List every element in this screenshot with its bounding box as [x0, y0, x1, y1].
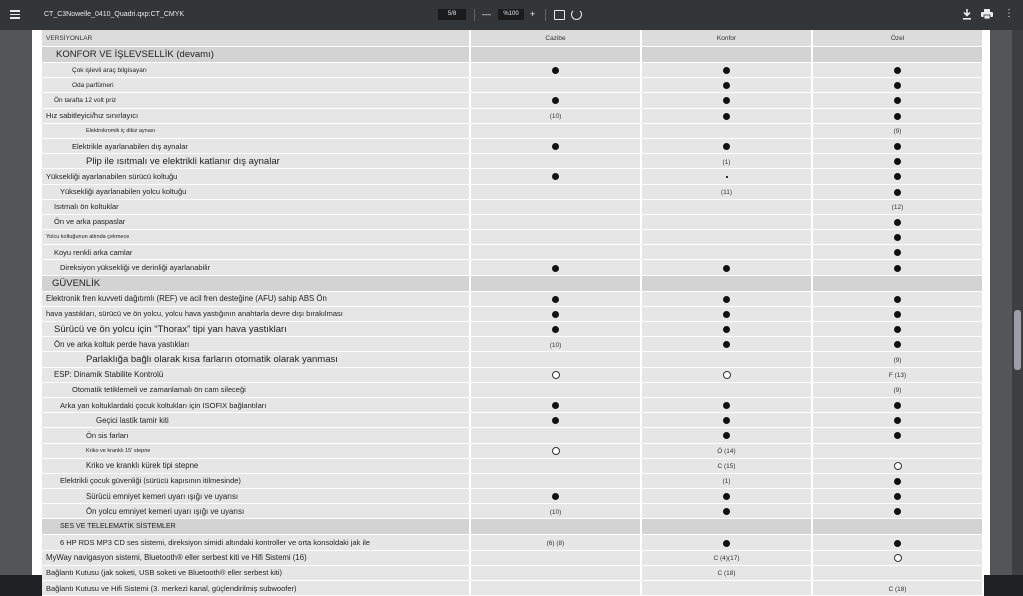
note-text: Ö (14)	[717, 448, 736, 456]
filled-dot-icon	[894, 173, 901, 180]
table-row	[42, 504, 984, 519]
section-header-row	[42, 47, 984, 63]
feature-label: ESP: Dinamik Stabilite Kontrolü	[42, 368, 471, 383]
table-row	[42, 260, 984, 275]
table-row	[42, 428, 984, 443]
section-header-row	[42, 276, 984, 292]
standard-equipment-cell	[813, 474, 984, 489]
feature-label: Kriko ve kranklı 15' stepne	[42, 444, 471, 459]
filled-dot-icon	[723, 417, 730, 424]
table-row	[42, 352, 984, 367]
section-header-cell	[642, 47, 813, 63]
table-row	[42, 292, 984, 307]
standard-equipment-cell	[642, 489, 813, 504]
table-row	[42, 139, 984, 154]
standard-equipment-cell	[642, 78, 813, 93]
feature-label: Elektronik fren kuvveti dağıtımlı (REF) ve acil fren desteğine (AFU) sahip ABS Ön	[42, 292, 471, 307]
more-options-icon[interactable]: ⋮	[1004, 8, 1014, 19]
standard-equipment-cell	[471, 63, 642, 78]
table-row	[42, 581, 984, 596]
equipment-note-cell	[642, 124, 813, 139]
zoom-out-button[interactable]: —	[482, 9, 491, 19]
note-text: (9)	[893, 387, 902, 395]
pdf-toolbar	[0, 0, 1023, 30]
table-row	[42, 185, 984, 200]
equipment-note-cell	[642, 459, 813, 474]
table-row	[42, 459, 984, 474]
filled-dot-icon	[723, 341, 730, 348]
feature-label: hava yastıkları, sürücü ve ön yolcu, yolcu hava yastığının anahtarla devre dışı bırakılması	[42, 307, 471, 322]
standard-equipment-cell	[642, 63, 813, 78]
standard-equipment-cell	[813, 428, 984, 443]
equipment-note-cell	[471, 566, 642, 581]
section-header-cell	[471, 47, 642, 63]
feature-label: Kriko ve kranklı kürek tipi stepne	[42, 459, 471, 474]
standard-equipment-cell	[813, 169, 984, 184]
filled-dot-icon	[894, 82, 901, 89]
note-text: (9)	[893, 356, 902, 364]
standard-equipment-cell	[471, 169, 642, 184]
filled-dot-icon	[894, 508, 901, 515]
table-row	[42, 93, 984, 108]
print-icon[interactable]	[981, 9, 993, 19]
equipment-note-cell	[471, 551, 642, 566]
filled-dot-icon	[894, 189, 901, 196]
table-row	[42, 307, 984, 322]
standard-equipment-cell	[813, 322, 984, 337]
section-header-row	[42, 519, 984, 535]
section-title: GÜVENLİK	[42, 276, 471, 292]
equipment-cell	[642, 169, 813, 184]
small-mark-icon	[726, 176, 728, 178]
standard-equipment-cell	[813, 413, 984, 428]
feature-label: Plip ile ısıtmalı ve elektrikli katlanır dış aynalar	[42, 154, 471, 169]
filled-dot-icon	[894, 97, 901, 104]
column-header: Cazibe	[471, 30, 642, 47]
standard-equipment-cell	[813, 63, 984, 78]
standard-equipment-cell	[471, 139, 642, 154]
standard-equipment-cell	[813, 337, 984, 352]
table-row	[42, 566, 984, 581]
table-row	[42, 322, 984, 337]
table-row	[42, 230, 984, 245]
equipment-note-cell	[642, 245, 813, 260]
feature-label: Koyu renkli arka camlar	[42, 245, 471, 260]
filled-dot-icon	[723, 97, 730, 104]
standard-equipment-cell	[642, 322, 813, 337]
equipment-note-cell	[642, 444, 813, 459]
standard-equipment-cell	[813, 398, 984, 413]
standard-equipment-cell	[642, 93, 813, 108]
equipment-note-cell	[471, 185, 642, 200]
zoom-in-button[interactable]: +	[530, 9, 536, 19]
filled-dot-icon	[723, 540, 730, 547]
equipment-note-cell	[642, 185, 813, 200]
column-header: Özel	[813, 30, 984, 47]
standard-equipment-cell	[471, 322, 642, 337]
equipment-note-cell	[813, 352, 984, 367]
section-title: KONFOR VE İŞLEVSELLİK (devamı)	[42, 47, 471, 63]
section-title: SES VE TELELEMATİK SİSTEMLER	[42, 519, 471, 535]
filled-dot-icon	[552, 417, 559, 424]
filled-dot-icon	[894, 234, 901, 241]
feature-label: MyWay navigasyon sistemi, Bluetooth® eller serbest kiti ve Hifi Sistemi (16)	[42, 551, 471, 566]
equipment-note-cell	[642, 551, 813, 566]
note-text: (1)	[722, 478, 731, 486]
standard-equipment-cell	[642, 428, 813, 443]
filled-dot-icon	[894, 402, 901, 409]
toolbar-divider	[474, 9, 475, 21]
table-row	[42, 200, 984, 215]
note-text: (1)	[722, 158, 731, 166]
table-row	[42, 383, 984, 398]
note-text: (10)	[549, 341, 562, 349]
filled-dot-icon	[552, 296, 559, 303]
note-text: (10)	[549, 508, 562, 516]
equipment-note-cell	[642, 200, 813, 215]
feature-label: Sürücü ve ön yolcu için “Thorax” tipi yan hava yastıkları	[42, 322, 471, 337]
filled-dot-icon	[894, 540, 901, 547]
equipment-note-cell	[471, 428, 642, 443]
table-row	[42, 489, 984, 504]
zoom-level-input[interactable]: %100	[498, 9, 524, 20]
table-row	[42, 551, 984, 566]
note-text: (10)	[549, 113, 562, 121]
equipment-note-cell	[642, 474, 813, 489]
standard-equipment-cell	[813, 154, 984, 169]
filled-dot-icon	[894, 432, 901, 439]
filled-dot-icon	[723, 432, 730, 439]
standard-equipment-cell	[471, 307, 642, 322]
standard-equipment-cell	[813, 230, 984, 245]
table-row	[42, 169, 984, 184]
filled-dot-icon	[894, 341, 901, 348]
feature-label: Direksiyon yüksekliği ve derinliği ayarlanabilir	[42, 260, 471, 275]
equipment-note-cell	[471, 383, 642, 398]
filled-dot-icon	[552, 97, 559, 104]
filled-dot-icon	[894, 311, 901, 318]
feature-label: Geçici lastik tamir kiti	[42, 413, 471, 428]
filled-dot-icon	[723, 82, 730, 89]
feature-label: Bağlantı Kutusu ve Hifi Sistemi (3. merkezi kanal, güçlendirilmiş subwoofer)	[42, 581, 471, 596]
feature-label: Ön tarafta 12 volt priz	[42, 93, 471, 108]
filled-dot-icon	[894, 67, 901, 74]
filled-dot-icon	[894, 113, 901, 120]
equipment-note-cell	[642, 383, 813, 398]
optional-equipment-cell	[813, 551, 984, 566]
equipment-note-cell	[471, 245, 642, 260]
feature-label: Ön ve arka koltuk perde hava yastıkları	[42, 337, 471, 352]
standard-equipment-cell	[813, 215, 984, 230]
feature-label: Yüksekliği ayarlanabilen yolcu koltuğu	[42, 185, 471, 200]
filled-dot-icon	[894, 417, 901, 424]
pdf-page	[32, 30, 990, 593]
filled-dot-icon	[894, 326, 901, 333]
feature-label: Arka yan koltuklardaki çocuk koltukları için ISOFIX bağlantıları	[42, 398, 471, 413]
standard-equipment-cell	[813, 78, 984, 93]
filled-dot-icon	[723, 113, 730, 120]
note-text: C (4)(17)	[713, 555, 740, 563]
column-header: VERSİYONLAR	[42, 30, 471, 47]
filled-dot-icon	[894, 219, 901, 226]
standard-equipment-cell	[813, 139, 984, 154]
fit-to-page-icon[interactable]	[554, 10, 565, 20]
table-row	[42, 368, 984, 383]
standard-equipment-cell	[813, 504, 984, 519]
equipment-note-cell	[471, 215, 642, 230]
filled-dot-icon	[723, 508, 730, 515]
table-row	[42, 413, 984, 428]
open-circle-icon	[894, 462, 902, 470]
table-row	[42, 398, 984, 413]
section-header-cell	[813, 47, 984, 63]
note-text: C (15)	[717, 463, 736, 471]
section-header-cell	[813, 519, 984, 535]
equipment-note-cell	[471, 154, 642, 169]
equipment-note-cell	[813, 383, 984, 398]
standard-equipment-cell	[813, 185, 984, 200]
standard-equipment-cell	[642, 504, 813, 519]
filled-dot-icon	[723, 265, 730, 272]
equipment-note-cell	[471, 535, 642, 550]
column-header: Konfor	[642, 30, 813, 47]
feature-label: Parlaklığa bağlı olarak kısa farların otomatik olarak yanması	[42, 352, 471, 367]
feature-label: Elektrikle ayarlanabilen dış aynalar	[42, 139, 471, 154]
table-row	[42, 154, 984, 169]
standard-equipment-cell	[642, 337, 813, 352]
filled-dot-icon	[894, 478, 901, 485]
standard-equipment-cell	[813, 292, 984, 307]
open-circle-icon	[552, 447, 560, 455]
equipment-note-cell	[471, 352, 642, 367]
filled-dot-icon	[894, 249, 901, 256]
page-number-input[interactable]: 5/8	[438, 9, 466, 20]
table-row	[42, 124, 984, 139]
feature-label: Elektrokromik iç dikiz aynası	[42, 124, 471, 139]
equipment-note-cell	[642, 215, 813, 230]
equipment-note-cell	[642, 581, 813, 596]
menu-icon[interactable]	[8, 8, 22, 22]
feature-label: Isıtmalı ön koltuklar	[42, 200, 471, 215]
document-title: CT_C3Nowelle_0410_Quadri.qxp:CT_CMYK	[44, 11, 185, 18]
note-text: C (18)	[888, 585, 907, 593]
section-header-cell	[471, 276, 642, 292]
equipment-note-cell	[471, 504, 642, 519]
equipment-note-cell	[471, 78, 642, 93]
table-row	[42, 444, 984, 459]
equipment-note-cell	[471, 109, 642, 124]
standard-equipment-cell	[471, 489, 642, 504]
equipment-note-cell	[642, 154, 813, 169]
toolbar-divider	[545, 9, 546, 21]
equipment-note-cell	[471, 230, 642, 245]
feature-label: Ön ve arka paspaslar	[42, 215, 471, 230]
standard-equipment-cell	[813, 245, 984, 260]
equipment-note-cell	[471, 124, 642, 139]
standard-equipment-cell	[471, 413, 642, 428]
table-row	[42, 109, 984, 124]
open-circle-icon	[894, 554, 902, 562]
feature-label: Hız sabitleyici/hız sınırlayıcı	[42, 109, 471, 124]
standard-equipment-cell	[813, 489, 984, 504]
feature-label: Sürücü emniyet kemeri uyarı ışığı ve uyarısı	[42, 489, 471, 504]
feature-label: Oda parfümeri	[42, 78, 471, 93]
filled-dot-icon	[723, 402, 730, 409]
equipment-note-cell	[471, 459, 642, 474]
standard-equipment-cell	[813, 109, 984, 124]
filled-dot-icon	[552, 143, 559, 150]
feature-label: Otomatik tetiklemeli ve zamanlamalı ön cam sileceği	[42, 383, 471, 398]
standard-equipment-cell	[642, 260, 813, 275]
feature-label: Bağlantı Kutusu (jak soketi, USB soketi ve Bluetooth® eller serbest kiti)	[42, 566, 471, 581]
standard-equipment-cell	[813, 93, 984, 108]
standard-equipment-cell	[642, 535, 813, 550]
filled-dot-icon	[723, 326, 730, 333]
feature-label: Ön sis farları	[42, 428, 471, 443]
filled-dot-icon	[552, 265, 559, 272]
standard-equipment-cell	[471, 292, 642, 307]
standard-equipment-cell	[471, 398, 642, 413]
table-row	[42, 215, 984, 230]
standard-equipment-cell	[813, 260, 984, 275]
feature-label: Ön yolcu emniyet kemeri uyarı ışığı ve uyarısı	[42, 504, 471, 519]
spec-table	[42, 30, 984, 596]
section-header-cell	[813, 276, 984, 292]
feature-label: Elektrikli çocuk güvenliği (sürücü kapısının itilmesinde)	[42, 474, 471, 489]
table-row	[42, 63, 984, 78]
filled-dot-icon	[552, 493, 559, 500]
optional-equipment-cell	[642, 368, 813, 383]
rotate-icon[interactable]	[571, 9, 582, 20]
filled-dot-icon	[894, 296, 901, 303]
equipment-note-cell	[813, 566, 984, 581]
standard-equipment-cell	[642, 413, 813, 428]
standard-equipment-cell	[813, 307, 984, 322]
table-row	[42, 535, 984, 550]
equipment-note-cell	[813, 200, 984, 215]
equipment-note-cell	[642, 566, 813, 581]
table-row	[42, 337, 984, 352]
equipment-note-cell	[642, 230, 813, 245]
pdf-viewer	[0, 30, 1023, 593]
section-header-cell	[642, 519, 813, 535]
filled-dot-icon	[552, 311, 559, 318]
equipment-note-cell	[471, 474, 642, 489]
filled-dot-icon	[552, 402, 559, 409]
equipment-note-cell	[813, 124, 984, 139]
download-icon[interactable]	[962, 8, 972, 20]
filled-dot-icon	[723, 143, 730, 150]
filled-dot-icon	[894, 158, 901, 165]
equipment-note-cell	[813, 581, 984, 596]
table-row	[42, 474, 984, 489]
equipment-note-cell	[813, 368, 984, 383]
vertical-scrollbar[interactable]	[1012, 30, 1023, 575]
filled-dot-icon	[894, 265, 901, 272]
filled-dot-icon	[723, 311, 730, 318]
filled-dot-icon	[723, 67, 730, 74]
open-circle-icon	[552, 371, 560, 379]
table-row	[42, 245, 984, 260]
note-text: (12)	[891, 204, 904, 212]
feature-label: Yolcu koltuğunun altında çekmece	[42, 230, 471, 245]
optional-equipment-cell	[813, 459, 984, 474]
note-text: (6) (8)	[546, 540, 565, 548]
equipment-note-cell	[813, 444, 984, 459]
note-text: F (13)	[888, 372, 907, 380]
equipment-note-cell	[642, 352, 813, 367]
standard-equipment-cell	[642, 398, 813, 413]
note-text: C (18)	[717, 570, 736, 578]
open-circle-icon	[723, 371, 731, 379]
filled-dot-icon	[894, 493, 901, 500]
equipment-note-cell	[471, 581, 642, 596]
note-text: (9)	[893, 128, 902, 136]
filled-dot-icon	[894, 143, 901, 150]
equipment-note-cell	[471, 200, 642, 215]
filled-dot-icon	[552, 173, 559, 180]
section-header-cell	[471, 519, 642, 535]
standard-equipment-cell	[471, 260, 642, 275]
standard-equipment-cell	[642, 139, 813, 154]
filled-dot-icon	[723, 493, 730, 500]
feature-label: Yüksekliği ayarlanabilen sürücü koltuğu	[42, 169, 471, 184]
standard-equipment-cell	[642, 109, 813, 124]
table-row	[42, 78, 984, 93]
section-header-cell	[642, 276, 813, 292]
filled-dot-icon	[552, 326, 559, 333]
table-header-row	[42, 30, 984, 47]
standard-equipment-cell	[471, 93, 642, 108]
feature-label: 6 HP RDS MP3 CD ses sistemi, direksiyon simidi altındaki kontroller ve orta konsoldaki jak ile	[42, 535, 471, 550]
feature-label: Çok işlevli araç bilgisayarı	[42, 63, 471, 78]
filled-dot-icon	[552, 67, 559, 74]
filled-dot-icon	[723, 296, 730, 303]
standard-equipment-cell	[642, 307, 813, 322]
equipment-note-cell	[471, 337, 642, 352]
standard-equipment-cell	[813, 535, 984, 550]
optional-equipment-cell	[471, 368, 642, 383]
optional-equipment-cell	[471, 444, 642, 459]
note-text: (11)	[720, 189, 733, 197]
scrollbar-thumb[interactable]	[1014, 310, 1021, 370]
standard-equipment-cell	[642, 292, 813, 307]
